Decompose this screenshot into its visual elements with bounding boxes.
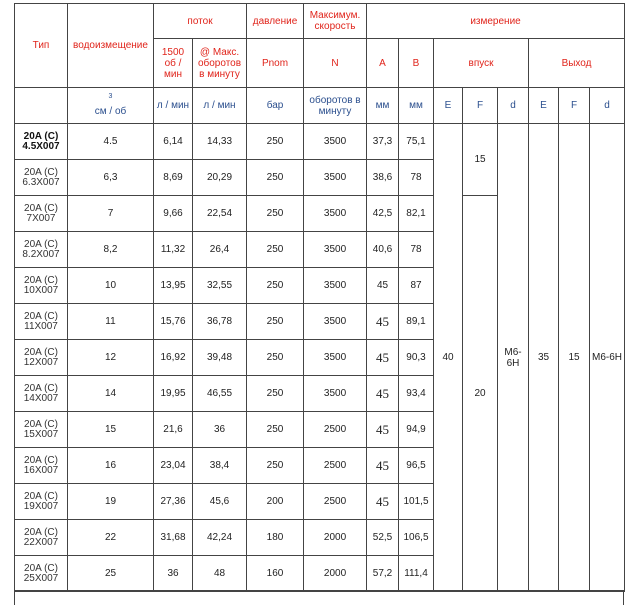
cell-type [15, 196, 68, 232]
header-b: B [399, 39, 434, 88]
cell-displacement: 7 [68, 196, 154, 232]
cell-displacement: 22 [68, 520, 154, 556]
cell-max-speed: 2500 [304, 484, 367, 520]
cell-flow-max: 42,24 [193, 520, 247, 556]
type-line-1: 20A (C) [23, 130, 59, 142]
cell-a: 52,5 [367, 520, 399, 556]
cell-flow-1500: 8,69 [154, 160, 193, 196]
type-line-2: 25X007 [23, 572, 59, 584]
type-line-2: 11X007 [24, 320, 58, 332]
type-line-1: 20A (C) [24, 238, 58, 250]
cell-type [15, 412, 68, 448]
header-type: Тип [15, 4, 68, 88]
cell-flow-max: 22,54 [193, 196, 247, 232]
cell-max-speed: 2500 [304, 448, 367, 484]
cell-displacement: 4.5 [68, 124, 154, 160]
cell-flow-1500: 19,95 [154, 376, 193, 412]
cell-b: 106,5 [399, 520, 434, 556]
cell-type [15, 160, 68, 196]
cell-pressure: 250 [247, 376, 304, 412]
inlet-f-label: F [463, 88, 498, 124]
cell-displacement: 12 [68, 340, 154, 376]
type-line-2: 10X007 [23, 284, 59, 296]
type-line-1: 20A (C) [24, 454, 58, 466]
cell-pressure: 250 [247, 124, 304, 160]
type-line-1: 20A (C) [24, 202, 58, 214]
cell-displacement: 15 [68, 412, 154, 448]
type-line-1: 20A (C) [24, 418, 58, 430]
cell-outlet-f: 15 [559, 124, 590, 592]
unit-flow-1500: л / мин [154, 88, 193, 124]
cell-a: 45 [367, 376, 399, 412]
cell-flow-max: 32,55 [193, 268, 247, 304]
cell-flow-max: 36 [193, 412, 247, 448]
cell-pressure: 250 [247, 196, 304, 232]
cell-a: 45 [367, 340, 399, 376]
header-inlet: впуск [434, 39, 529, 88]
cell-max-speed: 2000 [304, 556, 367, 592]
cell-inlet-e: 40 [434, 124, 463, 592]
cell-b: 78 [399, 232, 434, 268]
cell-pressure: 250 [247, 448, 304, 484]
type-line-2: 12X007 [23, 356, 59, 368]
inlet-e-label: E [434, 88, 463, 124]
table-footer-border [14, 590, 624, 605]
cell-flow-1500: 27,36 [154, 484, 193, 520]
type-line-1: 20A (C) [24, 346, 58, 358]
cell-pressure: 160 [247, 556, 304, 592]
cell-a: 40,6 [367, 232, 399, 268]
type-line-2: 8.2X007 [22, 248, 60, 260]
cell-b: 75,1 [399, 124, 434, 160]
cell-max-speed: 3500 [304, 160, 367, 196]
header-flow: поток [154, 4, 247, 39]
cell-flow-max: 46,55 [193, 376, 247, 412]
cell-displacement: 14 [68, 376, 154, 412]
cell-pressure: 180 [247, 520, 304, 556]
type-line-1: 20A (C) [24, 382, 58, 394]
cell-flow-1500: 6,14 [154, 124, 193, 160]
header-flow-1500: 1500 об / мин [154, 39, 193, 88]
cell-max-speed: 2500 [304, 412, 367, 448]
type-line-1: 20A (C) [24, 526, 58, 538]
cell-pressure: 250 [247, 160, 304, 196]
cell-b: 93,4 [399, 376, 434, 412]
table-row [15, 124, 625, 160]
header-max-speed: Максимум. скорость [304, 4, 367, 39]
type-line-2: 19X007 [23, 500, 59, 512]
cell-b: 101,5 [399, 484, 434, 520]
outlet-e-label: E [529, 88, 559, 124]
cell-type [15, 268, 68, 304]
unit-bar: бар [247, 88, 304, 124]
cell-inlet-d: M6-6H [498, 124, 529, 592]
cell-pressure: 250 [247, 268, 304, 304]
cell-a: 37,3 [367, 124, 399, 160]
header-pnom: Pnom [247, 39, 304, 88]
type-line-1: 20A (C) [24, 166, 58, 178]
cell-flow-max: 26,4 [193, 232, 247, 268]
cell-pressure: 250 [247, 304, 304, 340]
pump-spec-table [14, 3, 625, 592]
header-a: A [367, 39, 399, 88]
cell-a: 57,2 [367, 556, 399, 592]
unit-mm-a: мм [367, 88, 399, 124]
cell-b: 78 [399, 160, 434, 196]
cell-type [15, 448, 68, 484]
cell-outlet-d: M6-6H [590, 124, 625, 592]
header-pressure: давление [247, 4, 304, 39]
unit-rpm: оборотов в минуту [304, 88, 367, 124]
cell-max-speed: 3500 [304, 124, 367, 160]
cell-type [15, 340, 68, 376]
cell-flow-1500: 21,6 [154, 412, 193, 448]
header-row-units [15, 88, 625, 124]
cell-type [15, 484, 68, 520]
cell-max-speed: 3500 [304, 304, 367, 340]
cell-max-speed: 3500 [304, 232, 367, 268]
cell-flow-max: 20,29 [193, 160, 247, 196]
cell-flow-1500: 16,92 [154, 340, 193, 376]
cell-type [15, 232, 68, 268]
cell-flow-max: 45,6 [193, 484, 247, 520]
type-line-1: 20A (C) [24, 310, 58, 322]
header-n: N [304, 39, 367, 88]
cell-displacement: 6,3 [68, 160, 154, 196]
cell-b: 94,9 [399, 412, 434, 448]
cell-b: 96,5 [399, 448, 434, 484]
cell-pressure: 250 [247, 412, 304, 448]
cell-flow-1500: 15,76 [154, 304, 193, 340]
header-outlet: Выход [529, 39, 625, 88]
type-line-2: 14X007 [23, 392, 59, 404]
cell-b: 89,1 [399, 304, 434, 340]
cell-flow-1500: 23,04 [154, 448, 193, 484]
cell-max-speed: 3500 [304, 196, 367, 232]
cell-displacement: 10 [68, 268, 154, 304]
cell-a: 45 [367, 448, 399, 484]
cell-b: 87 [399, 268, 434, 304]
cell-displacement: 11 [68, 304, 154, 340]
type-line-2: 16X007 [23, 464, 59, 476]
outlet-d-label: d [590, 88, 625, 124]
type-line-2: 22X007 [23, 536, 59, 548]
cell-b: 90,3 [399, 340, 434, 376]
cell-flow-1500: 13,95 [154, 268, 193, 304]
cell-a: 45 [367, 484, 399, 520]
cell-a: 45 [367, 304, 399, 340]
cell-type [15, 124, 68, 160]
cell-type [15, 304, 68, 340]
cell-max-speed: 3500 [304, 340, 367, 376]
cell-displacement: 19 [68, 484, 154, 520]
type-line-2: 6.3X007 [22, 176, 60, 188]
cell-flow-max: 14,33 [193, 124, 247, 160]
unit-displacement [68, 88, 154, 124]
cell-max-speed: 3500 [304, 376, 367, 412]
cell-type [15, 376, 68, 412]
outlet-f-label: F [559, 88, 590, 124]
cell-max-speed: 3500 [304, 268, 367, 304]
unit-empty [15, 88, 68, 124]
cell-displacement: 25 [68, 556, 154, 592]
type-line-2: 4.5X007 [22, 140, 60, 152]
inlet-d-label: d [498, 88, 529, 124]
type-line-1: 20A (C) [24, 274, 58, 286]
unit-cm-ob: см / об [94, 105, 127, 117]
cell-pressure: 200 [247, 484, 304, 520]
cell-a: 38,6 [367, 160, 399, 196]
cell-flow-1500: 36 [154, 556, 193, 592]
header-displacement: водоизмещение [68, 4, 154, 88]
header-dimensions: измерение [367, 4, 625, 39]
cell-inlet-f-top: 15 [463, 124, 498, 196]
cell-b: 82,1 [399, 196, 434, 232]
cell-pressure: 250 [247, 340, 304, 376]
type-line-1: 20A (C) [24, 562, 58, 574]
cell-type [15, 556, 68, 592]
unit-flow-max: л / мин [193, 88, 247, 124]
cell-a: 45 [367, 268, 399, 304]
cell-flow-max: 48 [193, 556, 247, 592]
cell-flow-max: 36,78 [193, 304, 247, 340]
header-row-1 [15, 4, 625, 39]
type-line-1: 20A (C) [24, 490, 58, 502]
cell-flow-1500: 9,66 [154, 196, 193, 232]
cell-a: 42,5 [367, 196, 399, 232]
cell-pressure: 250 [247, 232, 304, 268]
cell-a: 45 [367, 412, 399, 448]
cell-inlet-f-bottom: 20 [463, 196, 498, 592]
cell-flow-max: 38,4 [193, 448, 247, 484]
unit-cm3-exponent: 3 [108, 92, 113, 100]
cell-flow-1500: 11,32 [154, 232, 193, 268]
cell-flow-1500: 31,68 [154, 520, 193, 556]
unit-mm-b: мм [399, 88, 434, 124]
cell-displacement: 16 [68, 448, 154, 484]
type-line-2: 7X007 [26, 212, 56, 224]
cell-type [15, 520, 68, 556]
cell-b: 111,4 [399, 556, 434, 592]
cell-outlet-e: 35 [529, 124, 559, 592]
cell-displacement: 8,2 [68, 232, 154, 268]
type-line-2: 15X007 [23, 428, 59, 440]
cell-max-speed: 2000 [304, 520, 367, 556]
header-flow-max: @ Макс. оборотов в минуту [193, 39, 247, 88]
cell-flow-max: 39,48 [193, 340, 247, 376]
